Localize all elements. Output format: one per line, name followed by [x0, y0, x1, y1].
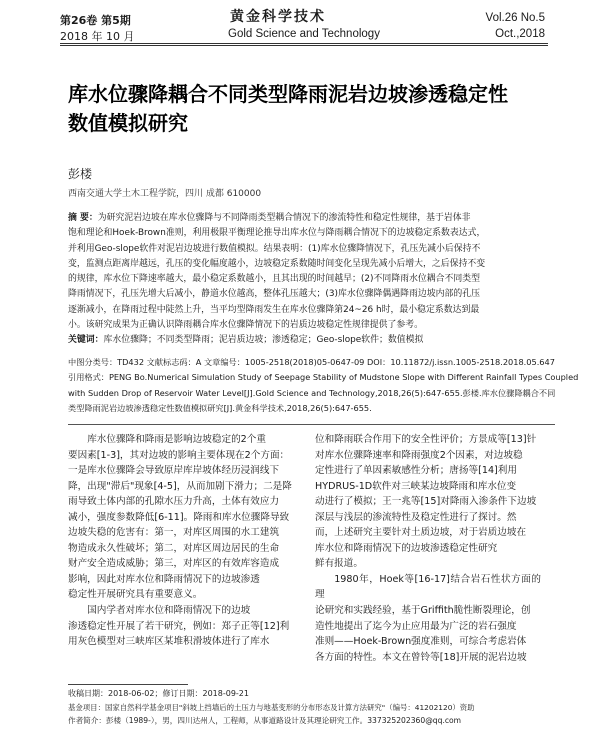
- body-line: 论研究和实践经验，基于Griffith脆性断裂理论，创: [315, 605, 531, 617]
- header-rule-thin: [60, 45, 548, 46]
- body-line: 动进行了模拟；王一兆等[15]对降雨入渗条件下边坡: [315, 496, 537, 508]
- abstract-line: 并利用Geo-slope软件对泥岩边坡进行数值模拟。结果表明：(1)库水位骤降情况下，孔压先减小后保持不: [68, 243, 481, 254]
- body-line: 渗透稳定性开展了若干研究，例如：郑子正等[12]利: [68, 620, 290, 632]
- body-line: 库水位骤降和降雨是影响边坡稳定的2个重: [87, 434, 266, 445]
- body-line: 降，出现"滞后"现象[4-5]，从而加剧下滑力；二是降: [68, 480, 292, 492]
- body-line: 要因素[1-3]，其对边坡的影响主要体现在2个方面：: [68, 449, 290, 461]
- article-meta: [68, 355, 579, 416]
- body-line: 国内学者对库水位和降雨情况下的边坡: [87, 605, 251, 617]
- citation-line-3: 类型降雨泥岩边坡渗透稳定性数值模拟研究[J].黄金科学技术,2018,26(5):647-655.: [68, 402, 372, 413]
- body-line: 准则——Hoek-Brown强度准则，可综合考虑岩体: [315, 636, 527, 648]
- abstract-line: 降雨情况下，孔压先增大后减小，静道水位越高，整体孔压越大；(3)库水位骤降偶遇降雨边坡内部的孔压: [68, 289, 480, 300]
- abstract-line: 逐渐减小，在降雨过程中陡然上升，当平均型降雨发生在库水位骤降第24~26 h时，最小稳定系数达到最: [68, 304, 480, 315]
- article-title: [68, 80, 548, 138]
- body-line: 鲜有报道。: [315, 558, 363, 570]
- citation-line-1: 引用格式：PENG Bo.Numerical Simulation Study of Seepage Stability of Mudstone Slope with Different Rainfall Types Coupled: [68, 372, 579, 383]
- body-line: 造性地提出了迄今为止应用最为广泛的岩石强度: [315, 620, 517, 632]
- affiliation: 西南交通大学土木工程学院，四川 成都 610000: [68, 189, 262, 199]
- meta-rule: [68, 424, 555, 425]
- abstract-line: 的规律，库水位下降速率越大，最小稳定系数越小，且其出现的时间越早；(2)不同降雨水位耦合不同类型: [68, 274, 480, 285]
- author-bio: 作者简介：彭楼（1989-），男，四川达州人，工程师，从事道路设计及其理论研究工作。337325202360@qq.com: [68, 716, 462, 725]
- body-line: 各方面的特性。本文在曾铃等[18]开展的泥岩边坡: [315, 651, 527, 663]
- header-rule: [60, 43, 548, 44]
- body-line: 深层与浅层的渗流特性及稳定性进行了探讨。然: [315, 511, 517, 523]
- date-cn: 2018 年 10 月: [60, 30, 135, 43]
- abstract: [68, 211, 555, 349]
- body-column-right: [315, 432, 541, 665]
- title-line-2: 数值模拟研究: [68, 111, 188, 135]
- author: 彭楼: [68, 167, 93, 181]
- body-line: 定性进行了单因素敏感性分析；唐扬等[14]利用: [315, 465, 517, 477]
- volume-cn: 第26卷 第5期: [60, 14, 131, 27]
- body-line: 影响，因此对库水位和降雨情况下的边坡渗透: [68, 573, 260, 585]
- body-line: 用灰色模型对三峡库区某堆积滑坡体进行了库水: [68, 636, 270, 648]
- body-line: 边坡失稳的危害有：第一，对库区周围的水工建筑: [68, 527, 280, 539]
- body-line: 库水位和降雨情况下的边坡渗透稳定性研究: [315, 542, 498, 554]
- journal-name-en: Gold Science and Technology: [228, 28, 380, 40]
- abstract-line: 饱和理论和Hoek-Brown准则，利用极限平衡理论推导出库水位与降雨耦合情况下的边坡稳定系数表达式，: [68, 228, 486, 239]
- body-line: HYDRUS-1D软件对三峡某边坡降雨和库水位变: [315, 480, 517, 492]
- footnotes: [68, 687, 555, 728]
- keywords-line: [68, 333, 555, 348]
- body-line: 而，上述研究主要针对土质边坡，对于岩质边坡在: [315, 527, 527, 539]
- title-line-1: 库水位骤降耦合不同类型降雨泥岩边坡渗透稳定性: [68, 82, 508, 106]
- keywords: 库水位骤降；不同类型降雨；泥岩质边坡；渗透稳定；Geo-slope软件；数值模拟: [103, 335, 424, 346]
- body-line: 稳定性开展研究具有重要意义。: [68, 589, 203, 601]
- footnote-rule: [68, 684, 188, 685]
- body-line: 减小，强度参数降低[6-11]。降雨和库水位骤降导致: [68, 511, 290, 523]
- body-column-left: [68, 432, 294, 650]
- abstract-label: 摘 要：: [68, 213, 98, 223]
- abstract-line: 小。该研究成果为正确认识降雨耦合库水位骤降情况下的岩质边坡稳定性规律提供了参考。: [68, 320, 423, 331]
- abstract-line: 摘 要：为研究泥岩边坡在库水位骤降与不同降雨类型耦合情况下的渗流特性和稳定性规律，基于岩体非: [68, 213, 471, 223]
- received-date: 收稿日期：2018-06-02；修订日期：2018-09-21: [68, 689, 249, 698]
- citation-line-2: with Sudden Drop of Reservoir Water Level[J].Gold Science and Technology,2018,26(5):647-655.彭楼.库水位骤降耦合不同: [68, 387, 556, 398]
- body-line: 位和降雨联合作用下的安全性评价；方景成等[13]针: [315, 434, 537, 445]
- fund-info: 基金项目：国家自然科学基金项目"斜坡上挡墙后的土压力与地基变形的分布形态及计算方法研究"（编号：41202120）资助: [68, 702, 475, 712]
- volume-en: Vol.26 No.5: [485, 12, 545, 24]
- body-line: 物造成永久性破坏；第二，对库区周边居民的生命: [68, 542, 280, 554]
- body-line: 雨导致土体内部的孔隙水压力升高，土体有效应力: [68, 496, 280, 508]
- classification-line: 中图分类号：TD432 文献标志码：A 文章编号：1005-2518(2018)05-0647-09 DOI：10.11872/j.issn.1005-2518.2018.05.647: [68, 357, 555, 367]
- date-en: Oct.,2018: [495, 28, 545, 40]
- keywords-label: 关键词：: [68, 335, 104, 346]
- body-line: 对库水位骤降速率和降雨强度2个因素，对边坡稳: [315, 449, 523, 461]
- body-line: 1980年，Hoek等[16-17]结合岩石性状方面的理: [315, 573, 541, 601]
- body-line: 一是库水位骤降会导致原岸库岸坡体经历浸润线下: [68, 465, 280, 477]
- journal-logo-cn: 黄金科学技术: [230, 9, 326, 25]
- abstract-line: 变，监测点距离岸越远，孔压的变化幅度越小，边坡稳定系数随时间变化呈现先减小后增大，之后保持不变: [68, 258, 486, 269]
- body-line: 财产安全造成威胁；第三，对库区的有效库容造成: [68, 558, 280, 570]
